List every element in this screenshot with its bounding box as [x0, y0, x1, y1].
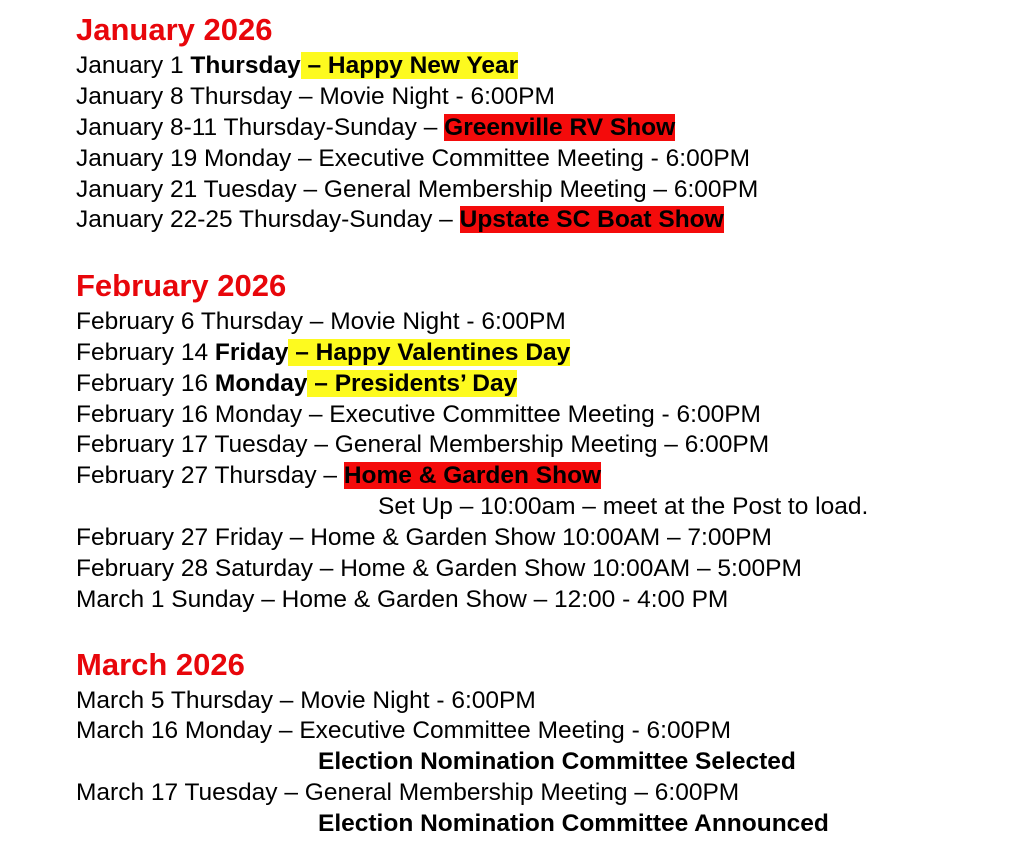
- event-date: January 22-25 Thursday-Sunday –: [76, 206, 460, 233]
- event-line: March 1 Sunday – Home & Garden Show – 12:00 - 4:00 PM: [76, 586, 729, 613]
- event-day: Friday: [214, 339, 289, 366]
- event-line: February 6 Thursday – Movie Night - 6:00PM: [76, 308, 566, 335]
- event-line: February 28 Saturday – Home & Garden Show 10:00AM – 5:00PM: [76, 555, 802, 582]
- holiday-highlight: – Happy Valentines Day: [288, 339, 571, 366]
- event-line: March 16 Monday – Executive Committee Meeting - 6:00PM: [76, 717, 731, 744]
- event-line: January 19 Monday – Executive Committee Meeting - 6:00PM: [76, 145, 751, 172]
- event-note: Election Nomination Committee Selected: [318, 748, 796, 775]
- event-date: February 27 Thursday –: [76, 462, 344, 489]
- event-line: February 17 Tuesday – General Membership Meeting – 6:00PM: [76, 431, 770, 458]
- march-heading: March 2026: [76, 647, 245, 682]
- event-line: March 17 Tuesday – General Membership Meeting – 6:00PM: [76, 779, 740, 806]
- event-date: January 8-11 Thursday-Sunday –: [76, 114, 445, 141]
- event-line: February 16 Monday – Executive Committee Meeting - 6:00PM: [76, 401, 761, 428]
- show-highlight: Upstate SC Boat Show: [459, 206, 724, 233]
- event-line: January 21 Tuesday – General Membership Meeting – 6:00PM: [76, 176, 759, 203]
- event-date: February 14: [76, 339, 215, 366]
- show-highlight: Greenville RV Show: [444, 114, 676, 141]
- event-line: [76, 369, 517, 399]
- event-line: March 5 Thursday – Movie Night - 6:00PM: [76, 687, 536, 714]
- event-line: January 8 Thursday – Movie Night - 6:00PM: [76, 83, 555, 110]
- holiday-highlight: – Happy New Year: [300, 52, 519, 79]
- event-date: February 16: [76, 370, 215, 397]
- show-highlight: Home & Garden Show: [343, 462, 602, 489]
- event-line: [76, 113, 675, 143]
- event-line: [76, 461, 601, 491]
- event-day: Monday: [214, 370, 308, 397]
- event-day: Thursday: [190, 52, 301, 79]
- event-date: January 1: [76, 52, 191, 79]
- january-heading: January 2026: [76, 12, 273, 47]
- event-note: Election Nomination Committee Announced: [318, 810, 829, 837]
- event-line: [76, 338, 570, 368]
- event-note: Set Up – 10:00am – meet at the Post to load.: [378, 493, 869, 520]
- event-line: [76, 51, 518, 81]
- event-line: [76, 205, 724, 235]
- holiday-highlight: – Presidents’ Day: [307, 370, 518, 397]
- february-heading: February 2026: [76, 268, 287, 303]
- event-line: February 27 Friday – Home & Garden Show 10:00AM – 7:00PM: [76, 524, 772, 551]
